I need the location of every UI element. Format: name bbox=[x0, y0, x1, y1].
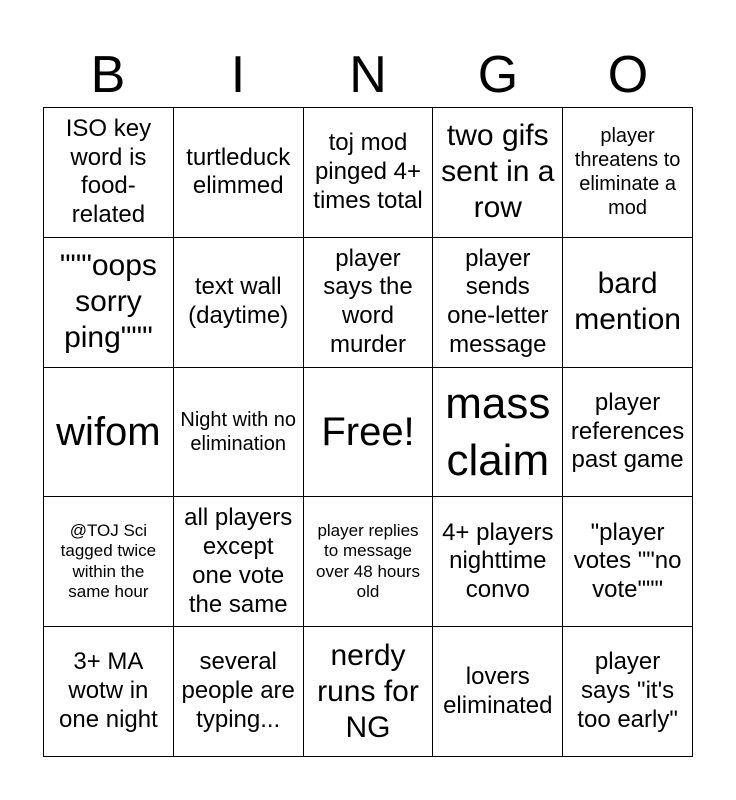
bingo-cell[interactable]: player references past game bbox=[563, 368, 693, 498]
bingo-cell[interactable]: nerdy runs for NG bbox=[304, 627, 434, 757]
bingo-cell[interactable]: player says the word murder bbox=[304, 238, 434, 368]
bingo-cell[interactable]: all players except one vote the same bbox=[174, 497, 304, 627]
bingo-cell[interactable]: player replies to message over 48 hours old bbox=[304, 497, 434, 627]
bingo-cell[interactable]: bard mention bbox=[563, 238, 693, 368]
header-letter-i: I bbox=[230, 46, 246, 104]
bingo-cell[interactable]: 4+ players nighttime convo bbox=[433, 497, 563, 627]
bingo-cell[interactable]: wifom bbox=[44, 368, 174, 498]
header-letter-g: G bbox=[477, 46, 519, 104]
bingo-cell[interactable]: toj mod pinged 4+ times total bbox=[304, 108, 434, 238]
bingo-cell[interactable]: turtleduck elimmed bbox=[174, 108, 304, 238]
bingo-cell[interactable]: Night with no elimination bbox=[174, 368, 304, 498]
bingo-cell[interactable]: text wall (daytime) bbox=[174, 238, 304, 368]
bingo-cell[interactable]: several people are typing... bbox=[174, 627, 304, 757]
header-letter-o: O bbox=[607, 46, 649, 104]
bingo-cell[interactable]: two gifs sent in a row bbox=[433, 108, 563, 238]
bingo-board bbox=[43, 107, 693, 757]
bingo-cell[interactable]: player threatens to eliminate a mod bbox=[563, 108, 693, 238]
header-letter-b: B bbox=[90, 46, 126, 104]
bingo-cell[interactable]: player says "it's too early" bbox=[563, 627, 693, 757]
bingo-cell[interactable]: player sends one-letter message bbox=[433, 238, 563, 368]
bingo-cell[interactable]: """oops sorry ping""" bbox=[44, 238, 174, 368]
bingo-cell[interactable]: ISO key word is food-related bbox=[44, 108, 174, 238]
bingo-cell[interactable]: mass claim bbox=[433, 368, 563, 498]
bingo-cell[interactable]: @TOJ Sci tagged twice within the same hour bbox=[44, 497, 174, 627]
bingo-cell[interactable]: 3+ MA wotw in one night bbox=[44, 627, 174, 757]
bingo-header bbox=[43, 44, 693, 106]
header-letter-n: N bbox=[349, 46, 387, 104]
bingo-cell[interactable]: lovers eliminated bbox=[433, 627, 563, 757]
free-space-cell[interactable]: Free! bbox=[304, 368, 434, 498]
bingo-cell[interactable]: "player votes ""no vote""" bbox=[563, 497, 693, 627]
